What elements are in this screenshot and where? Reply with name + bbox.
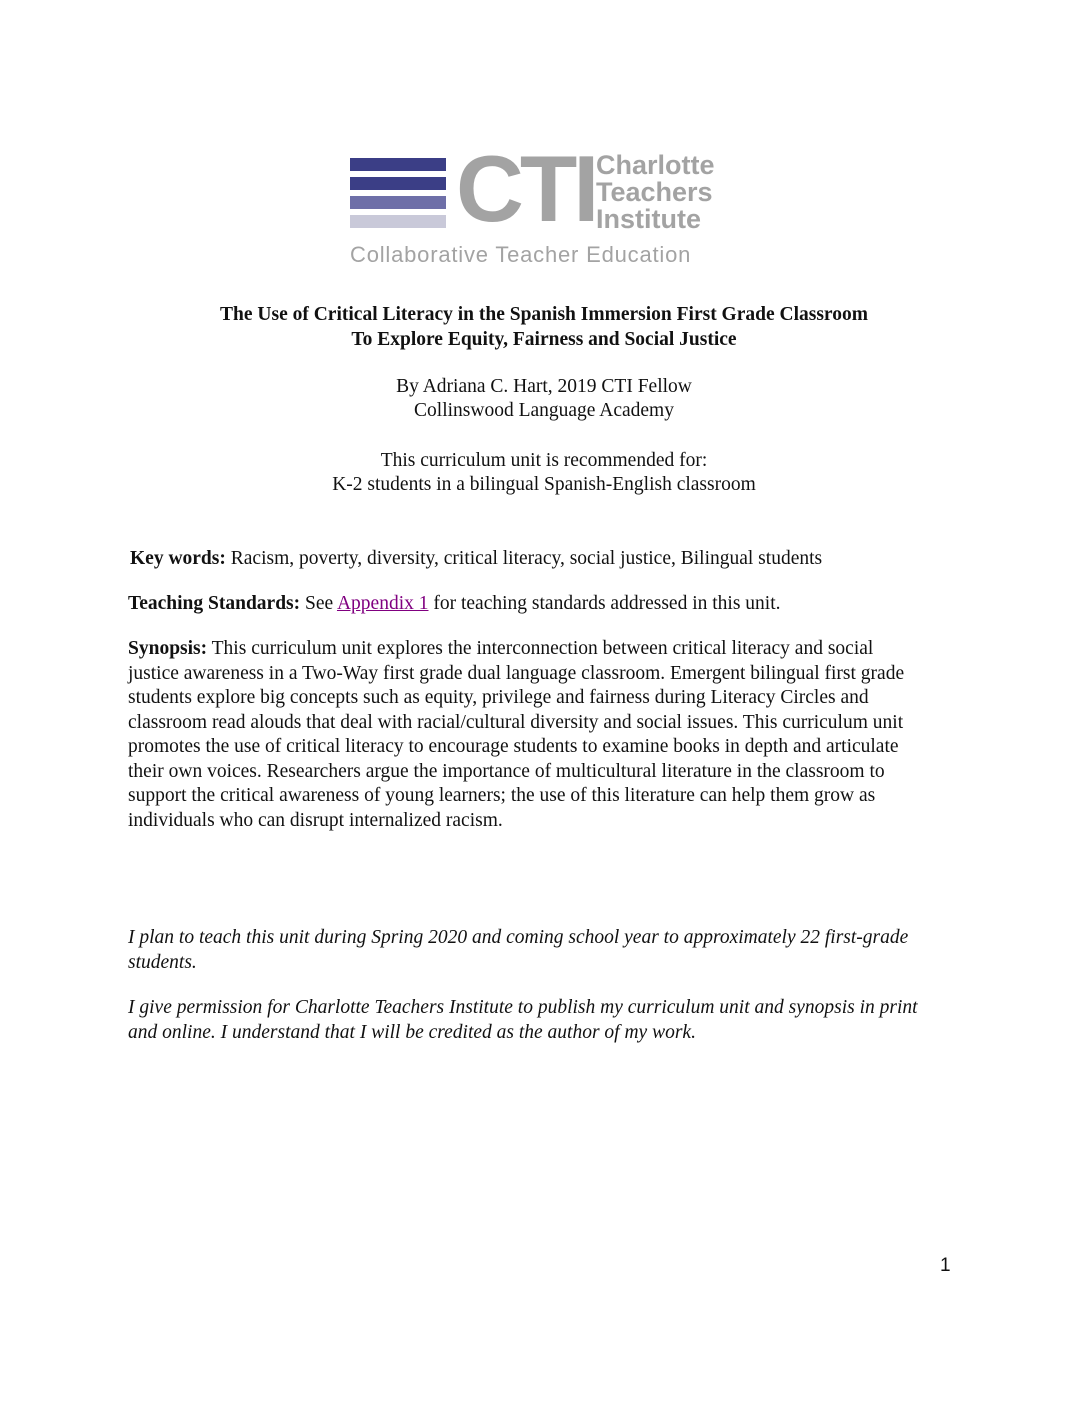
standards-label: Teaching Standards:	[128, 593, 301, 614]
logo-bar-light	[350, 215, 446, 228]
recommendation	[120, 449, 968, 497]
logo-name-line: Charlotte	[596, 150, 715, 180]
logo-tagline: Collaborative Teacher Education	[350, 242, 692, 267]
recommendation-line: K-2 students in a bilingual Spanish-English classroom	[332, 474, 756, 495]
recommendation-line: This curriculum unit is recommended for:	[380, 450, 708, 471]
logo-name-line: Teachers	[596, 177, 713, 207]
synopsis-text: This curriculum unit explores the interconnection between critical literacy and social justice awareness in a Two-Way first grade dual language classroom. Emergent bilingual first grade students explore big concepts such as equity, privilege and fairness during Literacy Circles and classroom read alouds that deal with racial/cultural diversity and social issues. This curriculum unit promotes the use of critical literacy to encourage students to examine books in depth and articulate their own voices. Researchers argue the importance of multicultural literature in the classroom to support the critical awareness of young learners; the use of this literature can help them grow as individuals who can disrupt internalized racism.	[128, 638, 905, 831]
teaching-plan: I plan to teach this unit during Spring 2020 and coming school year to approximately 22 first-grade students.	[128, 927, 909, 973]
logo-bar-mid	[350, 196, 446, 209]
author-school: Collinswood Language Academy	[414, 400, 674, 421]
logo-bars-icon	[350, 158, 446, 228]
author-byline: By Adriana C. Hart, 2019 CTI Fellow	[396, 376, 692, 397]
logo-mark: CTI	[456, 136, 596, 241]
synopsis-label: Synopsis:	[128, 638, 208, 659]
keywords-paragraph	[130, 547, 930, 572]
standards-text-before: See	[300, 593, 337, 614]
logo-name-line: Institute	[596, 204, 701, 234]
logo-bar-dark	[350, 177, 446, 190]
author-info	[120, 375, 968, 423]
title-line: To Explore Equity, Fairness and Social Justice	[351, 329, 737, 350]
permission-statement: I give permission for Charlotte Teachers Institute to publish my curriculum unit and synopsis in print and online. I understand that I will be credited as the author of my work.	[128, 997, 918, 1043]
standards-paragraph	[128, 592, 928, 617]
appendix-link[interactable]: Appendix 1	[336, 593, 429, 614]
page-number: 1	[940, 1255, 951, 1276]
cti-logo	[348, 136, 740, 270]
document-title	[120, 302, 968, 352]
keywords-text: Racism, poverty, diversity, critical literacy, social justice, Bilingual students	[225, 548, 823, 569]
synopsis-paragraph	[128, 637, 928, 833]
standards-text-after: for teaching standards addressed in this unit.	[428, 593, 781, 614]
keywords-label: Key words:	[130, 548, 226, 569]
title-line: The Use of Critical Literacy in the Spanish Immersion First Grade Classroom	[220, 304, 868, 325]
logo-bar-dark	[350, 158, 446, 171]
logo-name	[596, 152, 715, 233]
